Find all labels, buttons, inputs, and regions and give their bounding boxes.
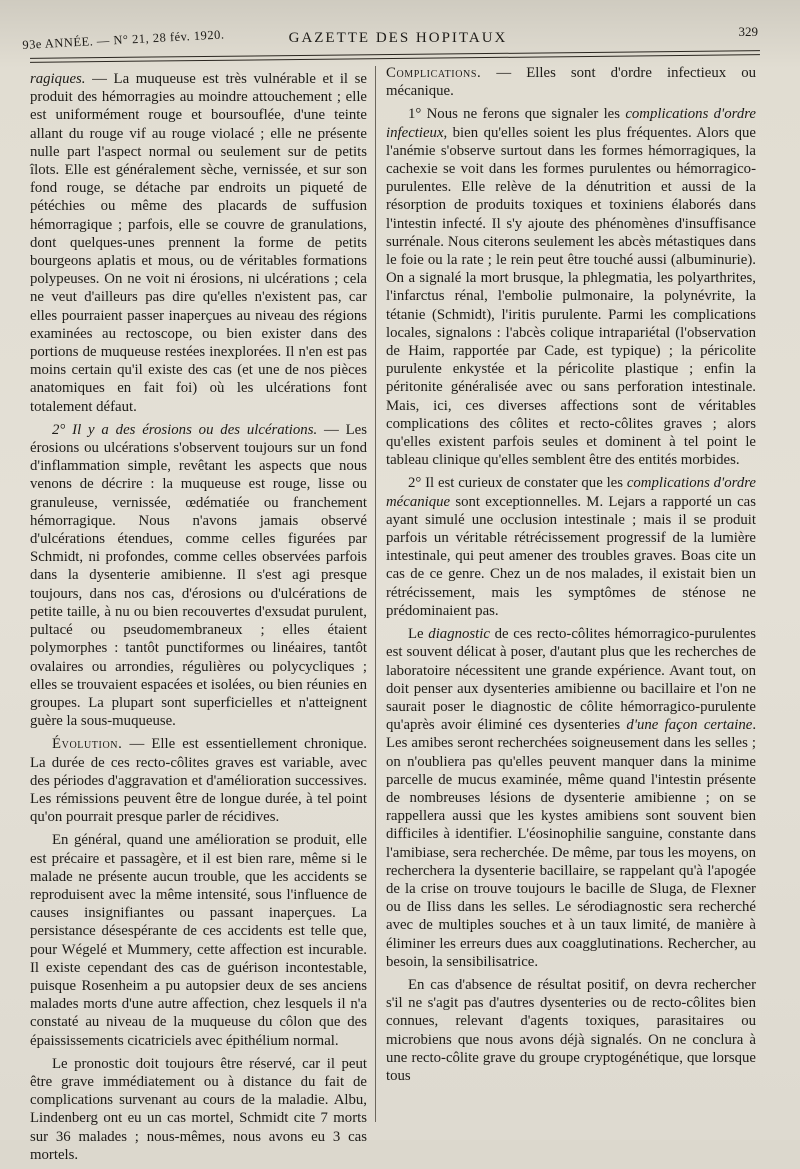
paragraph-text: . Les amibes seront recherchées soigneusement dans les selles ; on n'oubliera pas qu'elles peuvent manquer dans la minime parcelle de mucus examinée, même quand l'intestin présente de nombreuses lésions de dysenterie amibienne ; on se rappellera aussi que les kystes amibiens sont souvent bien difficiles à identifier. L'éosinophilie sanguine, constante dans l'amibiase, sera recherchée. De même, par tous les moyens, on recherchera la dysenterie bacillaire, se rappelant qu'à l'apogée de la crise on trouve toujours le bacille de Sluga, de Flexner ou de Iliss dans les selles. Le sérodiagnostic sera recherché avec de multiples souches et à un taux limité, de manière à éliminer les erreurs dues aux coagglutinations. Rechercher, au besoin, la sensibilisatrice. — [386, 717, 757, 970]
paragraph-text: , bien qu'elles soient les plus fréquentes. Alors que l'anémie s'observe surtout dans les formes hémorragiques, la cachexie se voit dans les formes purulentes ou hémorragico-purulentes. Elle relève de la dénutrition et aussi de la résorption de produits toxiques et toxiniens élaborés dans l'intestin infecté. Il s'y ajoute des phénomènes d'insuffisance surrénale. Nous citerons seulement les abcès métastiques dans le foie ou la rate ; le rein peut être touché aussi (albuminurie). On a signalé la mort brusque, la phlegmatia, les polyarthrites, l'infarctus rénal, l'embolie pulmonaire, la polynévrite, la tétanie (Schmidt), l'iritis purulente. Parmi les complications locales, signalons : l'abcès colique intrapariétal (l'observation de Haim, rapportée par Cade, est typique) ; la péricolite purulente enkystée et la péricolite plastique ; enfin la péritonite généralisée avec ou sans perforation intestinale. Mais, ici, ces diverses affections sont de véritables complications des côlites et recto-côlites graves ; alors qu'elles existent parfois seules et dominent à tel point le tableau clinique qu'elles semblent être des entités morbides. — [386, 124, 756, 469]
header-rule-thin — [30, 54, 760, 63]
right-column — [386, 64, 756, 1090]
section-heading: Complications. — [386, 65, 482, 81]
emphasis: d'une façon certaine — [626, 717, 753, 734]
paragraph-lead: 2° Il y a des érosions ou des ulcérations. — [52, 421, 318, 438]
emphasis: diagnostic — [428, 626, 490, 643]
paragraph-text: sont exceptionnelles. M. Lejars a rapporté un cas ayant simulé une occlusion intestinale ; mais il se produit parfois un véritable rétrécissement progressif de la lumière intestinale, qui peut amener des troubles graves. Boas cite un cas de ce genre. Chez un de nos malades, il existait bien un rétrécissement, mais les symptômes de sténose ne prédominaient pas. — [386, 493, 756, 619]
section-heading: Évolution. — [52, 736, 123, 753]
journal-title: GAZETTE DES HOPITAUX — [288, 30, 508, 46]
paragraph-evolution — [30, 735, 367, 826]
paragraph-complications — [386, 64, 756, 100]
paragraph-text: — Les érosions ou ulcérations s'observent toujours sur un fond d'inflammation simple, revêtant les aspects que nous venons de décrire : la muqueuse est rouge, lisse ou granuleuse, vernissée, œdématiée ou franchement hémorragique. Nous n'avons jamais observé d'ulcérations étendues, comme celles figurées par Schmidt, ni profondes, comme celles observées parfois dans la dysenterie amibienne. Il s'est agi presque toujours, dans nos cas, d'érosions ou d'ulcérations de petite taille, à nu ou bien recouvertes d'exsudat purulent, pultacé ou pseudomembraneux ; elles étaient polymorphes : tantôt punctiformes ou linéaires, tantôt ovalaires ou arrondies, régulières ou polycycliques ; elles se trouvaient espacées et isolées, ou bien réunies en groupes. La plupart sont superficielles et n'atteignent guère la sous-muqueuse. — [30, 421, 367, 730]
left-column — [30, 70, 367, 1169]
paragraph-lead: ragiques. — [30, 71, 86, 87]
paragraph-amelioration: En général, quand une amélioration se produit, elle est précaire et passagère, et il est bien rare, même si le malade ne présente aucun trouble, que les accidents se reproduisent avec la même intensité, sous l'influence de causes insignifiantes ou passant inaperçues. La persistance désespérante de ces accidents est telle que, pour Wégelé et Mummery, cette affection est incurable. Il existe cependant des cas de guérison incontestable, puisque Rosenheim a pu autopsier deux de ses anciens malades morts d'une autre affection, chez lesquels il n'a constaté au niveau de la muqueuse du côlon que des épaississements cicatriciels avec épithélium normal. — [30, 832, 367, 1049]
paragraph-text: — Elle est essentiellement chronique. La durée de ces recto-côlites graves est variable, avec des périodes d'aggravation et d'amélioration successives. Les rémissions peuvent être de longue durée, à tel point qu'on pourrait presque parler de récidives. — [30, 736, 367, 826]
paragraph-pronostic: Le pronostic doit toujours être réservé, car il peut être grave immédiatement ou à distance du fait de complications survenant au cours de la maladie. Albu, Lindenberg ont eu un cas mortel, Schmidt cite 7 morts sur 36 malades ; nous-mêmes, nous avons eu 3 cas mortels. — [30, 1055, 367, 1163]
paragraph-hemorrhagic-mucosa — [30, 70, 367, 416]
paragraph-text: 1° Nous ne ferons que signaler les — [408, 106, 626, 123]
paragraph-absence-result: En cas d'absence de résultat positif, on devra rechercher s'il ne s'agit pas d'autres dysenteries ou de recto-côlites bien connues, relevant d'agents toxiques, parasitaires ou microbiens que nous avons déjà signalés. On ne conclura à une recto-côlite grave du groupe cryptogénétique, que lorsque tous — [386, 976, 756, 1084]
paragraph-text: — La muqueuse est très vulnérable et il se produit des hémorragies au moindre attouchement ; elle est uniformément rouge et boursouflée, d'une teinte allant du rouge vif au rouge violacé ; elle ne présente nulle part l'aspect normal ou seulement sur de petits îlots. Elle est généralement sèche, vernissée, et sur son fond rouge, se détache par endroits un piqueté de pétéchies ou même des placards de suffusion hémorragique ; parfois, elle se couvre de granulations, dont quelques-unes prennent la forme de petits bourgeons aplatis et mous, ou de véritables formations polypeuses. On ne voit ni érosions, ni ulcérations ; cela ne veut d'ailleurs pas dire qu'elles n'existent pas, car elles pourraient passer inaperçues au niveau des régions examinées au rectoscope, ou bien exister dans des portions de muqueuse restées inexplorées. Il n'en est pas moins certain qu'il existe des cas (et une de nos pièces anatomiques en fait foi) où les ulcérations font totalement défaut. — [30, 71, 367, 415]
emphasis: complications d'ordre mécanique — [386, 475, 756, 510]
paragraph-text: Le — [408, 626, 429, 643]
paragraph-diagnostic — [386, 625, 756, 971]
emphasis: complications d'ordre infectieux — [386, 106, 757, 141]
paragraph-text: — Elles sont d'ordre infectieux ou mécanique. — [386, 65, 756, 100]
paragraph-infectious-complications — [386, 105, 756, 469]
issue-info: 93e ANNÉE. — N° 21, 28 fév. 1920. — [22, 27, 225, 52]
paragraph-mechanical-complications — [386, 474, 756, 620]
paragraph-text: de ces recto-côlites hémorragico-purulentes est souvent délicat à poser, d'autant plus que les recherches de laboratoire nécessitent une grande expérience. Avant tout, on doit penser aux dysenteries amibienne ou bacillaire et l'on ne saurait poser le diagnostic de côlite hémorragico-purulente qu'après avoir éliminé ces dysenteries — [386, 626, 756, 734]
column-divider — [375, 66, 376, 1122]
page-number: 329 — [738, 24, 758, 39]
paragraph-text: 2° Il est curieux de constater que les — [408, 475, 627, 492]
page-header — [0, 0, 800, 60]
paragraph-erosions — [30, 421, 367, 730]
